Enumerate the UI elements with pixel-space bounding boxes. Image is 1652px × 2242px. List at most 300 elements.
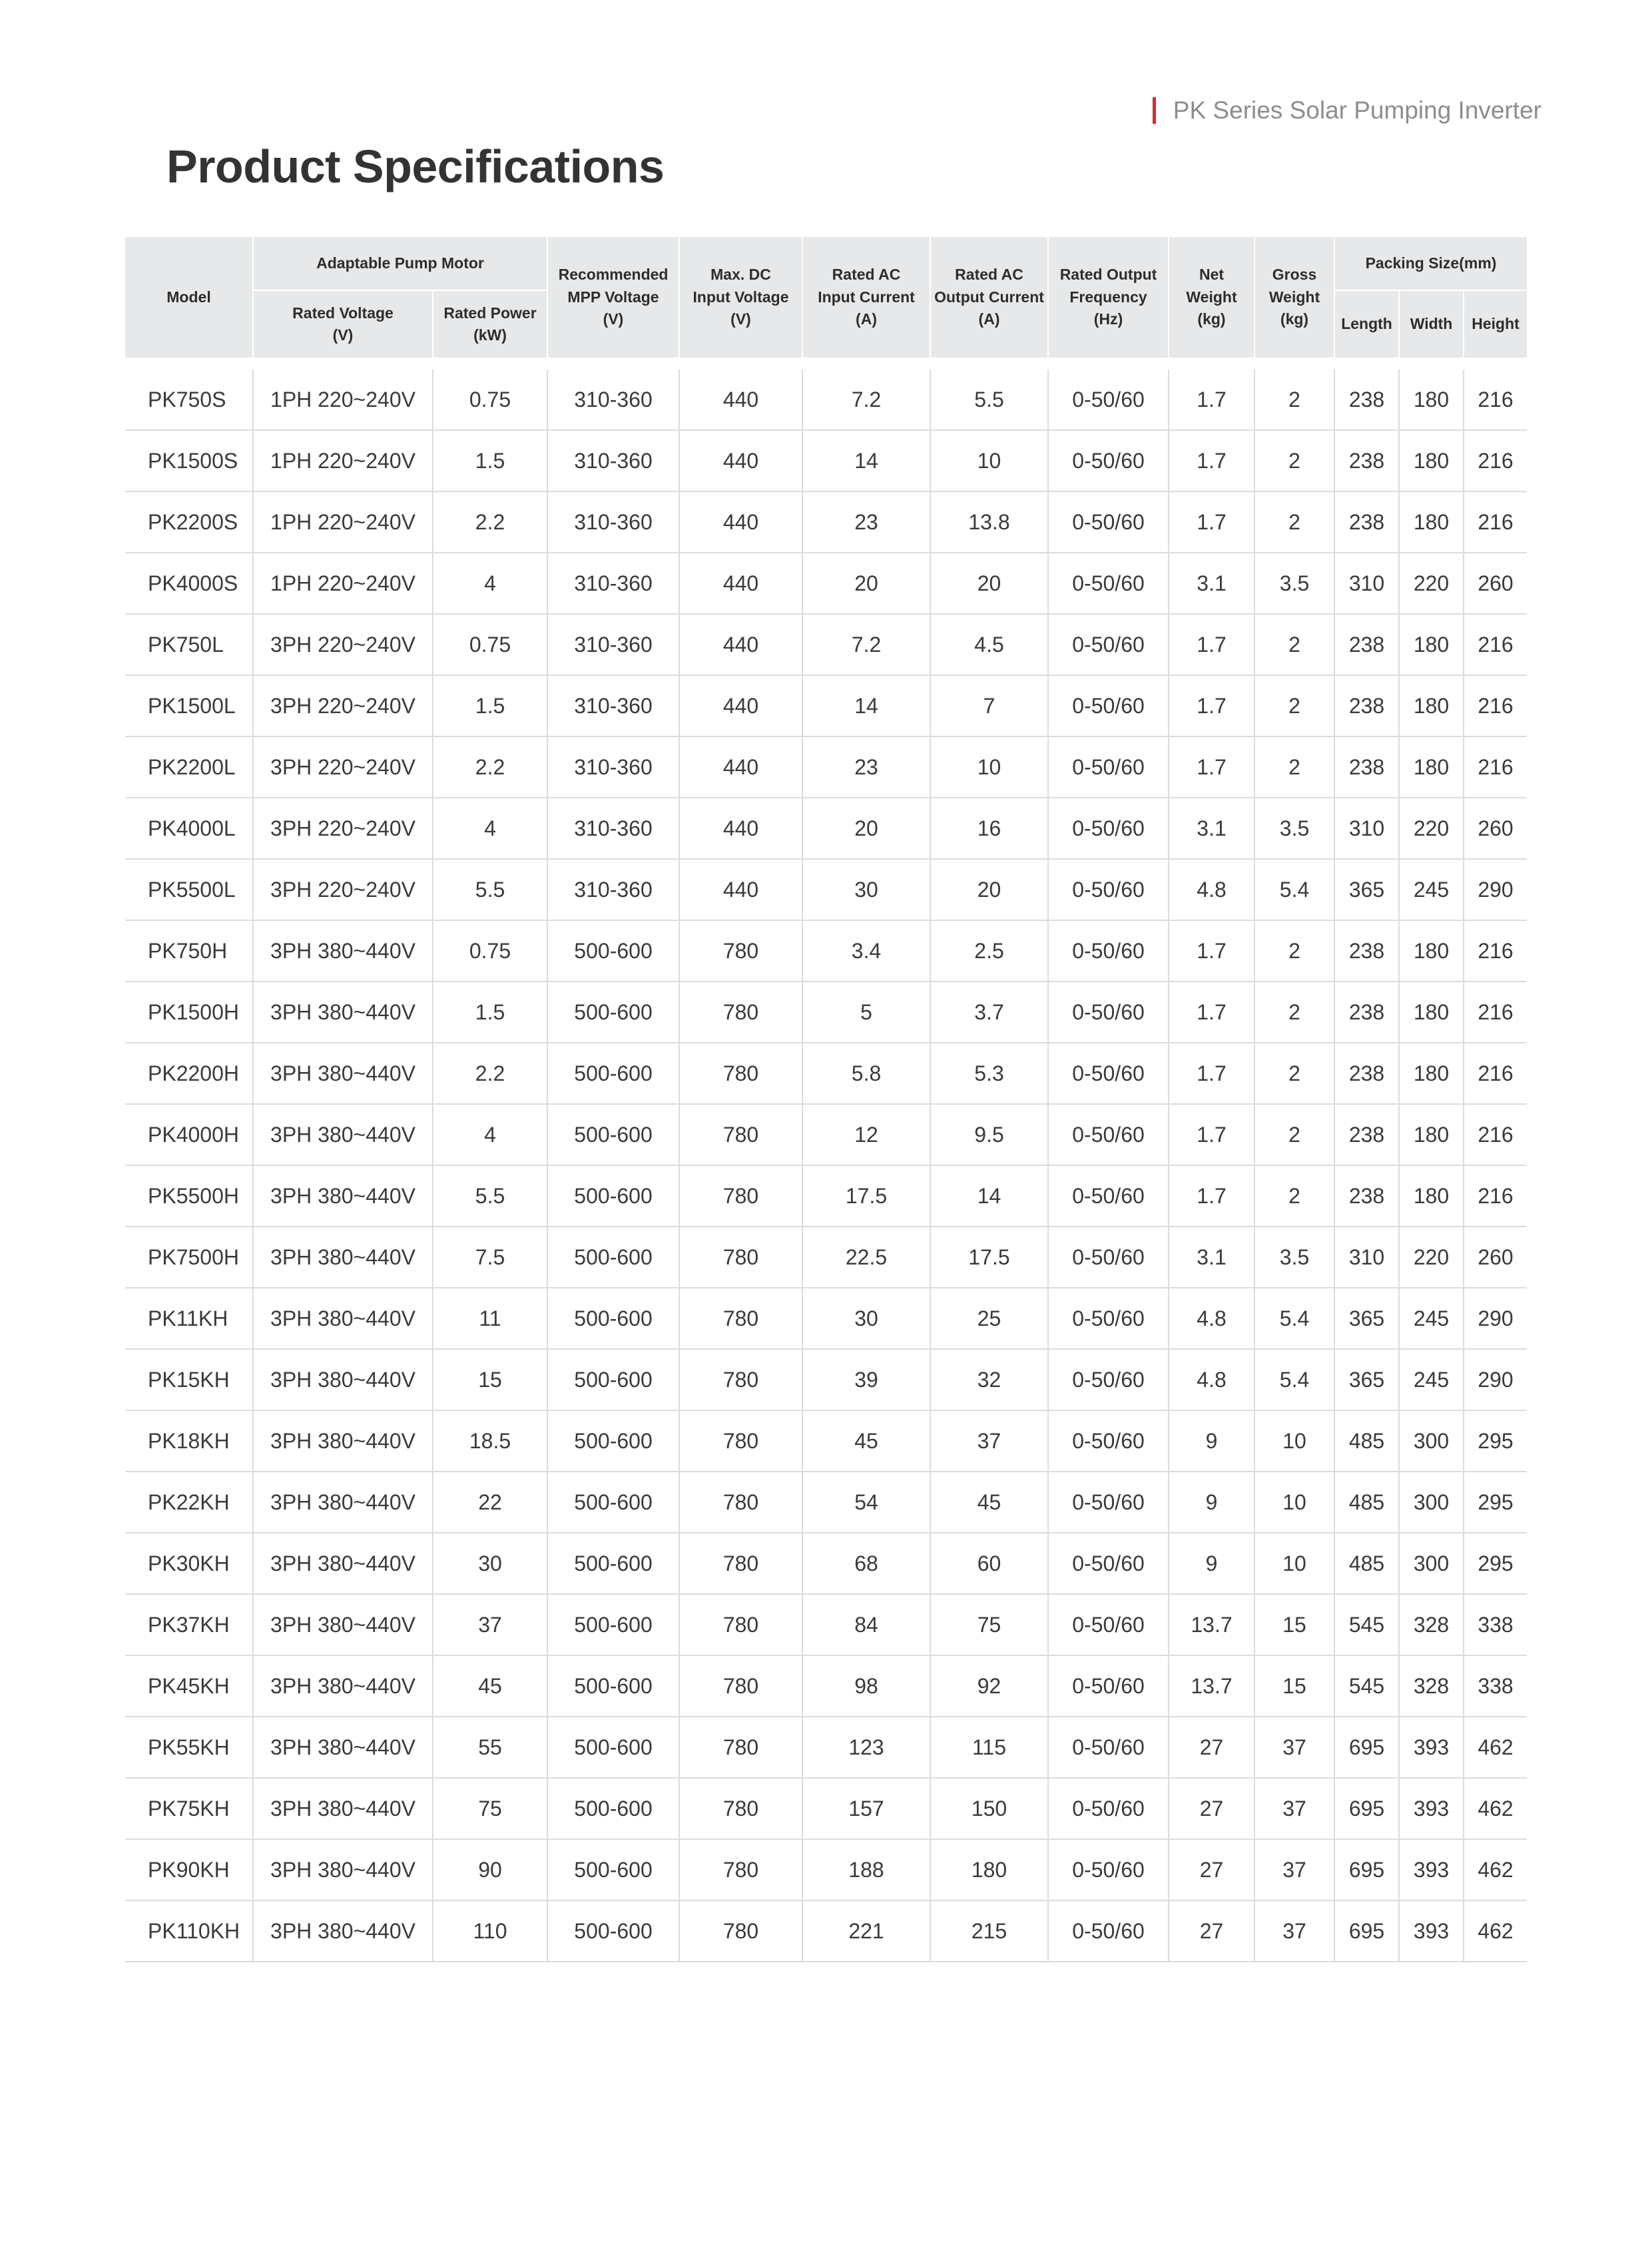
cell-height: 216 — [1464, 370, 1527, 430]
cell-model: PK1500S — [125, 430, 253, 491]
cell-gross-weight: 2 — [1254, 1043, 1334, 1104]
cell-gross-weight: 2 — [1254, 614, 1334, 675]
cell-height: 216 — [1464, 736, 1527, 798]
table-row — [125, 1839, 1527, 1900]
page-title: Product Specifications — [166, 140, 665, 192]
cell-ac-output-current: 4.5 — [930, 614, 1048, 675]
cell-width: 328 — [1399, 1594, 1464, 1655]
cell-length: 238 — [1334, 920, 1399, 981]
cell-net-weight: 13.7 — [1169, 1594, 1254, 1655]
table-row — [125, 614, 1527, 675]
cell-output-frequency: 0-50/60 — [1048, 1104, 1169, 1165]
cell-rated-voltage: 3PH 380~440V — [253, 920, 433, 981]
cell-ac-input-current: 157 — [802, 1778, 930, 1839]
cell-rated-voltage: 3PH 380~440V — [253, 1043, 433, 1104]
cell-gross-weight: 3.5 — [1254, 553, 1334, 614]
cell-width: 180 — [1399, 1165, 1464, 1227]
cell-height: 260 — [1464, 798, 1527, 859]
cell-length: 365 — [1334, 1288, 1399, 1349]
cell-rated-power: 110 — [433, 1900, 547, 1962]
cell-ac-output-current: 32 — [930, 1349, 1048, 1410]
cell-model: PK4000S — [125, 553, 253, 614]
cell-height: 462 — [1464, 1778, 1527, 1839]
cell-ac-input-current: 45 — [802, 1410, 930, 1472]
cell-net-weight: 1.7 — [1169, 614, 1254, 675]
cell-mpp-voltage: 500-600 — [547, 1594, 679, 1655]
cell-mpp-voltage: 500-600 — [547, 1165, 679, 1227]
cell-rated-power: 2.2 — [433, 736, 547, 798]
cell-ac-input-current: 17.5 — [802, 1165, 930, 1227]
cell-model: PK7500H — [125, 1227, 253, 1288]
cell-mpp-voltage: 500-600 — [547, 1349, 679, 1410]
cell-max-dc-voltage: 780 — [679, 1288, 802, 1349]
cell-length: 695 — [1334, 1778, 1399, 1839]
cell-rated-power: 37 — [433, 1594, 547, 1655]
cell-height: 260 — [1464, 1227, 1527, 1288]
cell-output-frequency: 0-50/60 — [1048, 675, 1169, 736]
cell-max-dc-voltage: 780 — [679, 1349, 802, 1410]
cell-rated-voltage: 3PH 380~440V — [253, 1410, 433, 1472]
cell-length: 238 — [1334, 614, 1399, 675]
cell-net-weight: 27 — [1169, 1900, 1254, 1962]
cell-rated-voltage: 3PH 380~440V — [253, 1900, 433, 1962]
cell-output-frequency: 0-50/60 — [1048, 1900, 1169, 1962]
cell-rated-power: 15 — [433, 1349, 547, 1410]
cell-max-dc-voltage: 440 — [679, 736, 802, 798]
cell-width: 180 — [1399, 430, 1464, 491]
cell-net-weight: 3.1 — [1169, 798, 1254, 859]
cell-model: PK750L — [125, 614, 253, 675]
cell-mpp-voltage: 500-600 — [547, 1227, 679, 1288]
cell-length: 310 — [1334, 1227, 1399, 1288]
cell-max-dc-voltage: 780 — [679, 1104, 802, 1165]
spec-table — [125, 237, 1527, 1962]
cell-ac-input-current: 221 — [802, 1900, 930, 1962]
cell-length: 310 — [1334, 553, 1399, 614]
cell-length: 365 — [1334, 1349, 1399, 1410]
cell-length: 238 — [1334, 981, 1399, 1043]
cell-ac-output-current: 75 — [930, 1594, 1048, 1655]
cell-max-dc-voltage: 780 — [679, 1533, 802, 1594]
cell-gross-weight: 2 — [1254, 981, 1334, 1043]
cell-max-dc-voltage: 780 — [679, 1472, 802, 1533]
cell-rated-voltage: 3PH 220~240V — [253, 736, 433, 798]
cell-length: 485 — [1334, 1533, 1399, 1594]
cell-gross-weight: 2 — [1254, 370, 1334, 430]
cell-mpp-voltage: 310-360 — [547, 798, 679, 859]
cell-gross-weight: 15 — [1254, 1655, 1334, 1717]
cell-gross-weight: 2 — [1254, 1165, 1334, 1227]
cell-rated-power: 30 — [433, 1533, 547, 1594]
cell-mpp-voltage: 500-600 — [547, 1778, 679, 1839]
col-header-max-dc-voltage: Max. DC Input Voltage (V) — [679, 237, 802, 358]
col-header-rated-power: Rated Power (kW) — [433, 290, 547, 358]
col-header-length: Length — [1334, 290, 1399, 358]
cell-output-frequency: 0-50/60 — [1048, 430, 1169, 491]
cell-ac-output-current: 20 — [930, 859, 1048, 920]
cell-mpp-voltage: 500-600 — [547, 1472, 679, 1533]
cell-rated-power: 7.5 — [433, 1227, 547, 1288]
cell-gross-weight: 37 — [1254, 1717, 1334, 1778]
cell-length: 545 — [1334, 1594, 1399, 1655]
table-row — [125, 1533, 1527, 1594]
cell-model: PK75KH — [125, 1778, 253, 1839]
col-header-model: Model — [125, 237, 253, 358]
cell-rated-voltage: 3PH 220~240V — [253, 675, 433, 736]
cell-width: 245 — [1399, 1288, 1464, 1349]
col-header-rated-voltage: Rated Voltage (V) — [253, 290, 433, 358]
cell-ac-input-current: 14 — [802, 430, 930, 491]
cell-output-frequency: 0-50/60 — [1048, 1410, 1169, 1472]
cell-gross-weight: 37 — [1254, 1839, 1334, 1900]
cell-net-weight: 27 — [1169, 1839, 1254, 1900]
cell-ac-input-current: 98 — [802, 1655, 930, 1717]
cell-net-weight: 9 — [1169, 1410, 1254, 1472]
cell-rated-voltage: 3PH 380~440V — [253, 1594, 433, 1655]
cell-max-dc-voltage: 780 — [679, 1655, 802, 1717]
cell-output-frequency: 0-50/60 — [1048, 1472, 1169, 1533]
cell-gross-weight: 10 — [1254, 1472, 1334, 1533]
cell-rated-power: 0.75 — [433, 920, 547, 981]
cell-max-dc-voltage: 440 — [679, 859, 802, 920]
cell-model: PK4000L — [125, 798, 253, 859]
cell-ac-input-current: 12 — [802, 1104, 930, 1165]
cell-height: 462 — [1464, 1717, 1527, 1778]
table-body — [125, 358, 1527, 1962]
cell-width: 180 — [1399, 370, 1464, 430]
table-row — [125, 370, 1527, 430]
cell-width: 180 — [1399, 675, 1464, 736]
col-group-pump-motor: Adaptable Pump Motor — [253, 237, 547, 290]
cell-mpp-voltage: 500-600 — [547, 1104, 679, 1165]
cell-width: 300 — [1399, 1533, 1464, 1594]
cell-rated-voltage: 1PH 220~240V — [253, 370, 433, 430]
cell-max-dc-voltage: 780 — [679, 1594, 802, 1655]
cell-rated-power: 0.75 — [433, 370, 547, 430]
cell-ac-output-current: 60 — [930, 1533, 1048, 1594]
cell-output-frequency: 0-50/60 — [1048, 859, 1169, 920]
cell-model: PK5500H — [125, 1165, 253, 1227]
col-header-height: Height — [1464, 290, 1527, 358]
cell-model: PK2200L — [125, 736, 253, 798]
cell-rated-power: 4 — [433, 1104, 547, 1165]
cell-gross-weight: 2 — [1254, 491, 1334, 553]
cell-net-weight: 1.7 — [1169, 430, 1254, 491]
cell-rated-voltage: 1PH 220~240V — [253, 491, 433, 553]
cell-max-dc-voltage: 780 — [679, 1227, 802, 1288]
cell-height: 338 — [1464, 1594, 1527, 1655]
cell-rated-voltage: 3PH 380~440V — [253, 981, 433, 1043]
cell-height: 462 — [1464, 1839, 1527, 1900]
cell-rated-power: 2.2 — [433, 491, 547, 553]
cell-gross-weight: 5.4 — [1254, 1349, 1334, 1410]
cell-mpp-voltage: 500-600 — [547, 920, 679, 981]
cell-rated-voltage: 3PH 220~240V — [253, 798, 433, 859]
cell-net-weight: 9 — [1169, 1472, 1254, 1533]
cell-ac-output-current: 5.3 — [930, 1043, 1048, 1104]
cell-rated-power: 55 — [433, 1717, 547, 1778]
cell-net-weight: 27 — [1169, 1778, 1254, 1839]
cell-net-weight: 9 — [1169, 1533, 1254, 1594]
cell-width: 300 — [1399, 1472, 1464, 1533]
table-header — [125, 237, 1527, 358]
cell-output-frequency: 0-50/60 — [1048, 736, 1169, 798]
cell-length: 238 — [1334, 1165, 1399, 1227]
table-row — [125, 1594, 1527, 1655]
cell-mpp-voltage: 500-600 — [547, 1410, 679, 1472]
header-spacer — [125, 358, 1527, 370]
cell-net-weight: 1.7 — [1169, 1165, 1254, 1227]
cell-net-weight: 1.7 — [1169, 1043, 1254, 1104]
cell-max-dc-voltage: 780 — [679, 1165, 802, 1227]
cell-net-weight: 3.1 — [1169, 553, 1254, 614]
cell-max-dc-voltage: 780 — [679, 981, 802, 1043]
cell-rated-power: 75 — [433, 1778, 547, 1839]
cell-length: 238 — [1334, 430, 1399, 491]
cell-height: 290 — [1464, 1288, 1527, 1349]
table-row — [125, 553, 1527, 614]
cell-output-frequency: 0-50/60 — [1048, 1227, 1169, 1288]
table-row — [125, 1165, 1527, 1227]
cell-max-dc-voltage: 780 — [679, 1410, 802, 1472]
cell-rated-power: 1.5 — [433, 981, 547, 1043]
cell-rated-voltage: 3PH 380~440V — [253, 1165, 433, 1227]
cell-ac-input-current: 39 — [802, 1349, 930, 1410]
cell-height: 295 — [1464, 1533, 1527, 1594]
cell-output-frequency: 0-50/60 — [1048, 1533, 1169, 1594]
cell-gross-weight: 10 — [1254, 1410, 1334, 1472]
running-header — [1153, 95, 1541, 127]
cell-max-dc-voltage: 780 — [679, 920, 802, 981]
cell-net-weight: 4.8 — [1169, 1349, 1254, 1410]
cell-net-weight: 1.7 — [1169, 370, 1254, 430]
cell-width: 393 — [1399, 1778, 1464, 1839]
cell-output-frequency: 0-50/60 — [1048, 1778, 1169, 1839]
cell-height: 216 — [1464, 920, 1527, 981]
cell-rated-voltage: 1PH 220~240V — [253, 553, 433, 614]
cell-model: PK11KH — [125, 1288, 253, 1349]
cell-height: 462 — [1464, 1900, 1527, 1962]
cell-ac-output-current: 92 — [930, 1655, 1048, 1717]
cell-mpp-voltage: 500-600 — [547, 1043, 679, 1104]
cell-height: 216 — [1464, 491, 1527, 553]
col-header-net-weight: Net Weight (kg) — [1169, 237, 1254, 358]
cell-output-frequency: 0-50/60 — [1048, 1288, 1169, 1349]
cell-net-weight: 1.7 — [1169, 920, 1254, 981]
cell-output-frequency: 0-50/60 — [1048, 370, 1169, 430]
cell-rated-voltage: 3PH 380~440V — [253, 1288, 433, 1349]
cell-height: 295 — [1464, 1472, 1527, 1533]
cell-length: 238 — [1334, 736, 1399, 798]
cell-output-frequency: 0-50/60 — [1048, 1349, 1169, 1410]
cell-height: 216 — [1464, 1104, 1527, 1165]
col-header-gross-weight: Gross Weight (kg) — [1254, 237, 1334, 358]
cell-gross-weight: 37 — [1254, 1900, 1334, 1962]
cell-rated-power: 2.2 — [433, 1043, 547, 1104]
table-row — [125, 1900, 1527, 1962]
cell-gross-weight: 2 — [1254, 430, 1334, 491]
cell-model: PK22KH — [125, 1472, 253, 1533]
cell-net-weight: 1.7 — [1169, 981, 1254, 1043]
cell-ac-input-current: 23 — [802, 491, 930, 553]
cell-rated-voltage: 3PH 380~440V — [253, 1472, 433, 1533]
cell-net-weight: 3.1 — [1169, 1227, 1254, 1288]
cell-net-weight: 1.7 — [1169, 491, 1254, 553]
cell-output-frequency: 0-50/60 — [1048, 798, 1169, 859]
cell-ac-input-current: 20 — [802, 798, 930, 859]
cell-width: 328 — [1399, 1655, 1464, 1717]
cell-net-weight: 4.8 — [1169, 1288, 1254, 1349]
cell-gross-weight: 2 — [1254, 920, 1334, 981]
table-row — [125, 1655, 1527, 1717]
cell-net-weight: 1.7 — [1169, 675, 1254, 736]
cell-ac-output-current: 37 — [930, 1410, 1048, 1472]
cell-net-weight: 1.7 — [1169, 1104, 1254, 1165]
cell-max-dc-voltage: 780 — [679, 1043, 802, 1104]
cell-gross-weight: 5.4 — [1254, 859, 1334, 920]
cell-output-frequency: 0-50/60 — [1048, 981, 1169, 1043]
cell-length: 238 — [1334, 370, 1399, 430]
cell-ac-output-current: 14 — [930, 1165, 1048, 1227]
cell-length: 695 — [1334, 1839, 1399, 1900]
cell-rated-power: 45 — [433, 1655, 547, 1717]
cell-length: 695 — [1334, 1717, 1399, 1778]
cell-ac-output-current: 115 — [930, 1717, 1048, 1778]
cell-ac-input-current: 23 — [802, 736, 930, 798]
cell-rated-voltage: 1PH 220~240V — [253, 430, 433, 491]
table-row — [125, 1410, 1527, 1472]
cell-max-dc-voltage: 440 — [679, 675, 802, 736]
cell-width: 245 — [1399, 859, 1464, 920]
cell-length: 238 — [1334, 491, 1399, 553]
cell-ac-input-current: 14 — [802, 675, 930, 736]
cell-model: PK1500L — [125, 675, 253, 736]
cell-net-weight: 1.7 — [1169, 736, 1254, 798]
cell-max-dc-voltage: 440 — [679, 370, 802, 430]
cell-ac-input-current: 123 — [802, 1717, 930, 1778]
cell-length: 545 — [1334, 1655, 1399, 1717]
cell-output-frequency: 0-50/60 — [1048, 1043, 1169, 1104]
cell-max-dc-voltage: 780 — [679, 1778, 802, 1839]
cell-ac-output-current: 10 — [930, 736, 1048, 798]
col-header-mpp-voltage: Recommended MPP Voltage (V) — [547, 237, 679, 358]
table-row — [125, 675, 1527, 736]
cell-height: 290 — [1464, 1349, 1527, 1410]
cell-gross-weight: 5.4 — [1254, 1288, 1334, 1349]
table-row — [125, 981, 1527, 1043]
table-row — [125, 1717, 1527, 1778]
cell-height: 216 — [1464, 430, 1527, 491]
cell-rated-power: 4 — [433, 553, 547, 614]
cell-output-frequency: 0-50/60 — [1048, 614, 1169, 675]
cell-mpp-voltage: 500-600 — [547, 981, 679, 1043]
table-row — [125, 1349, 1527, 1410]
cell-ac-output-current: 215 — [930, 1900, 1048, 1962]
cell-ac-output-current: 10 — [930, 430, 1048, 491]
cell-length: 238 — [1334, 1043, 1399, 1104]
cell-width: 180 — [1399, 736, 1464, 798]
cell-net-weight: 13.7 — [1169, 1655, 1254, 1717]
cell-mpp-voltage: 310-360 — [547, 370, 679, 430]
cell-gross-weight: 10 — [1254, 1533, 1334, 1594]
cell-height: 295 — [1464, 1410, 1527, 1472]
cell-ac-output-current: 5.5 — [930, 370, 1048, 430]
cell-gross-weight: 15 — [1254, 1594, 1334, 1655]
cell-output-frequency: 0-50/60 — [1048, 1594, 1169, 1655]
cell-height: 290 — [1464, 859, 1527, 920]
cell-model: PK45KH — [125, 1655, 253, 1717]
cell-height: 216 — [1464, 1043, 1527, 1104]
cell-ac-input-current: 188 — [802, 1839, 930, 1900]
cell-net-weight: 4.8 — [1169, 859, 1254, 920]
cell-height: 216 — [1464, 675, 1527, 736]
table-row — [125, 1227, 1527, 1288]
cell-mpp-voltage: 500-600 — [547, 1839, 679, 1900]
cell-width: 300 — [1399, 1410, 1464, 1472]
cell-model: PK55KH — [125, 1717, 253, 1778]
cell-max-dc-voltage: 780 — [679, 1900, 802, 1962]
cell-max-dc-voltage: 780 — [679, 1839, 802, 1900]
cell-rated-power: 1.5 — [433, 675, 547, 736]
cell-max-dc-voltage: 440 — [679, 798, 802, 859]
cell-output-frequency: 0-50/60 — [1048, 1717, 1169, 1778]
cell-length: 310 — [1334, 798, 1399, 859]
cell-ac-output-current: 17.5 — [930, 1227, 1048, 1288]
col-header-ac-output-current: Rated AC Output Current (A) — [930, 237, 1048, 358]
running-title: PK Series Solar Pumping Inverter — [1173, 97, 1541, 124]
cell-model: PK4000H — [125, 1104, 253, 1165]
cell-mpp-voltage: 310-360 — [547, 675, 679, 736]
cell-gross-weight: 2 — [1254, 675, 1334, 736]
table-row — [125, 798, 1527, 859]
table-row — [125, 1778, 1527, 1839]
cell-ac-input-current: 84 — [802, 1594, 930, 1655]
cell-model: PK18KH — [125, 1410, 253, 1472]
table-row — [125, 1288, 1527, 1349]
table-row — [125, 1472, 1527, 1533]
col-header-output-frequency: Rated Output Frequency (Hz) — [1048, 237, 1169, 358]
cell-width: 393 — [1399, 1900, 1464, 1962]
cell-width: 180 — [1399, 491, 1464, 553]
cell-ac-output-current: 13.8 — [930, 491, 1048, 553]
cell-rated-voltage: 3PH 380~440V — [253, 1839, 433, 1900]
cell-mpp-voltage: 310-360 — [547, 736, 679, 798]
cell-output-frequency: 0-50/60 — [1048, 1839, 1169, 1900]
cell-model: PK2200S — [125, 491, 253, 553]
cell-rated-power: 4 — [433, 798, 547, 859]
cell-mpp-voltage: 500-600 — [547, 1288, 679, 1349]
cell-rated-power: 5.5 — [433, 1165, 547, 1227]
cell-length: 365 — [1334, 859, 1399, 920]
cell-height: 216 — [1464, 981, 1527, 1043]
cell-ac-output-current: 45 — [930, 1472, 1048, 1533]
cell-model: PK110KH — [125, 1900, 253, 1962]
cell-width: 180 — [1399, 920, 1464, 981]
cell-mpp-voltage: 500-600 — [547, 1717, 679, 1778]
cell-height: 338 — [1464, 1655, 1527, 1717]
cell-ac-input-current: 7.2 — [802, 614, 930, 675]
table-row — [125, 1043, 1527, 1104]
cell-ac-output-current: 7 — [930, 675, 1048, 736]
cell-ac-input-current: 22.5 — [802, 1227, 930, 1288]
cell-width: 180 — [1399, 1104, 1464, 1165]
cell-model: PK750S — [125, 370, 253, 430]
cell-mpp-voltage: 500-600 — [547, 1533, 679, 1594]
cell-rated-voltage: 3PH 220~240V — [253, 614, 433, 675]
cell-width: 393 — [1399, 1839, 1464, 1900]
cell-rated-voltage: 3PH 380~440V — [253, 1655, 433, 1717]
cell-rated-voltage: 3PH 220~240V — [253, 859, 433, 920]
